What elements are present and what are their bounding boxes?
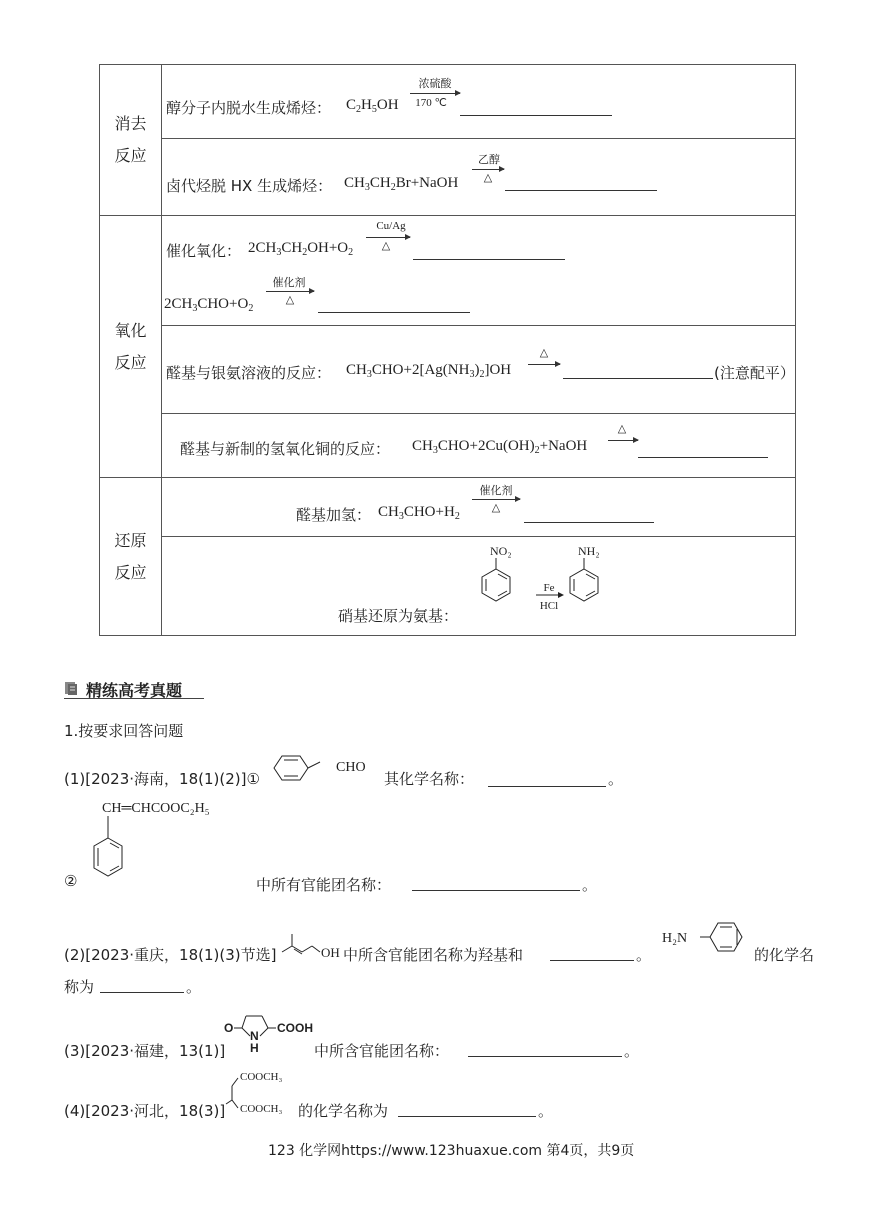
reaction-arrow xyxy=(608,440,638,441)
ester-group-bottom: COOCH₃ xyxy=(240,1103,283,1115)
amino-label: H₂N xyxy=(662,931,688,946)
q3-answer-blank[interactable] xyxy=(468,1056,622,1057)
reaction-arrow xyxy=(410,93,460,94)
formula: $2CH_3CH_2OH+O_2$ xyxy=(248,240,354,258)
nitrobenzene-structure xyxy=(482,544,512,601)
document-icon xyxy=(64,681,78,695)
prenol-structure xyxy=(280,930,344,960)
formula: $C_2H_5OH$ xyxy=(346,97,399,115)
nitro-group-label: NO₂ xyxy=(490,544,512,558)
q2-end: 。 xyxy=(636,946,652,964)
carbonyl-o-label: O xyxy=(224,1021,234,1035)
category-reduction xyxy=(100,478,162,636)
condition-above: △ xyxy=(539,347,549,359)
row-aldehyde-hydrogenation xyxy=(162,478,796,537)
aldehyde-group-label: CHO xyxy=(336,760,366,775)
category-label: 还原 反应 xyxy=(114,530,147,582)
item-label: 醇分子内脱水生成烯烃： xyxy=(166,99,332,117)
row-copper-hydroxide xyxy=(162,414,796,478)
condition-above: 催化剂 xyxy=(272,277,306,289)
q1-sub2-text: 中所有官能团名称： xyxy=(256,876,392,894)
formula: $2CH_3CHO+O_2$ xyxy=(164,296,254,314)
category-label: 消去 反应 xyxy=(114,114,147,165)
answer-blank[interactable] xyxy=(524,522,654,523)
amino-group-label: NH₂ xyxy=(578,544,600,558)
ring-h-label: H xyxy=(250,1041,259,1055)
q4-answer-blank[interactable] xyxy=(398,1116,536,1117)
aniline-structure xyxy=(660,906,750,954)
answer-blank[interactable] xyxy=(563,378,713,379)
q2-text3: 称为 xyxy=(64,978,95,996)
item-label: 硝基还原为氨基： xyxy=(338,607,459,625)
formula: $CH_3CHO+H_2$ xyxy=(378,504,460,522)
q1-prefix: (1)[2023·海南，18(1)(2)]① xyxy=(64,770,260,788)
condition-above: Fe xyxy=(543,582,555,594)
q4-prefix: (4)[2023·河北，18(3)] xyxy=(64,1102,226,1120)
q2-prefix: (2)[2023·重庆，18(1)(3)节选] xyxy=(64,946,277,964)
note: (注意配平） xyxy=(714,364,795,382)
row-catalytic-oxidation xyxy=(162,216,796,326)
q3-prefix: (3)[2023·福建，13(1)] xyxy=(64,1042,226,1060)
side-chain-label: CH═CHCOOC₂H₅ xyxy=(102,801,210,816)
item-label: 催化氧化： xyxy=(166,242,242,260)
q2-text2: 的化学名 xyxy=(754,946,815,964)
q2-end2: 。 xyxy=(186,978,202,996)
condition-above: 浓硫酸 xyxy=(418,78,452,90)
q1-text: 其化学名称： xyxy=(384,770,475,788)
benzaldehyde-structure xyxy=(270,752,380,786)
aniline-structure xyxy=(570,544,600,601)
condition-above: Cu/Ag xyxy=(376,220,406,232)
condition-above: 催化剂 xyxy=(479,485,513,497)
section-title: 精练高考真题 xyxy=(86,681,183,700)
formula: $CH_3CHO+2[Ag(NH_3)_2]OH$ xyxy=(346,362,512,380)
section-underline xyxy=(64,698,204,699)
reaction-arrow xyxy=(472,169,504,170)
dimethyl-glutarate-structure xyxy=(224,1066,298,1118)
item-label: 醛基与新制的氢氧化铜的反应： xyxy=(180,440,391,458)
category-label: 氧化 反应 xyxy=(114,320,147,372)
answer-blank[interactable] xyxy=(318,312,470,313)
q1-sub2-answer-blank[interactable] xyxy=(412,890,580,891)
reaction-arrow xyxy=(528,364,560,365)
row-nitro-reduction xyxy=(162,537,796,636)
q1-answer-blank[interactable] xyxy=(488,786,606,787)
q2-answer-blank-1[interactable] xyxy=(550,960,634,961)
condition-below: △ xyxy=(491,502,501,514)
nitrobenzene-to-aniline-diagram xyxy=(472,541,622,621)
q1-sub2-end: 。 xyxy=(582,876,598,894)
row-alcohol-dehydration xyxy=(162,65,796,139)
reaction-arrow xyxy=(266,291,314,292)
condition-above: △ xyxy=(617,423,627,435)
answer-blank[interactable] xyxy=(413,259,565,260)
item-label: 醛基与银氨溶液的反应： xyxy=(166,364,332,382)
q2-answer-blank-2[interactable] xyxy=(100,992,184,993)
reaction-table xyxy=(99,64,796,636)
q4-end: 。 xyxy=(538,1102,554,1120)
condition-below: △ xyxy=(483,172,493,184)
q3-text: 中所含官能团名称： xyxy=(314,1042,450,1060)
ethyl-cinnamate-structure xyxy=(88,798,258,888)
condition-above: 乙醇 xyxy=(478,154,500,166)
q2-text: 中所含官能团名称为羟基和 xyxy=(343,946,524,964)
reaction-arrow xyxy=(366,237,410,238)
page-footer: 123 化学网https://www.123huaxue.com 第4页，共9页 xyxy=(268,1143,635,1159)
item-label: 醛基加氢： xyxy=(296,506,372,524)
answer-blank[interactable] xyxy=(638,457,768,458)
carboxyl-label: COOH xyxy=(277,1021,313,1035)
category-oxidation xyxy=(100,216,162,478)
condition-below: 170 ℃ xyxy=(415,97,447,109)
answer-blank[interactable] xyxy=(505,190,657,191)
questions-intro: 1.按要求回答问题 xyxy=(64,722,184,740)
hydroxyl-label: OH xyxy=(321,945,340,960)
row-haloalkane-elimination xyxy=(162,139,796,216)
item-label: 卤代烃脱 HX 生成烯烃： xyxy=(166,177,333,195)
formula: $CH_3CH_2Br+NaOH$ xyxy=(344,175,459,193)
q3-end: 。 xyxy=(624,1042,640,1060)
ring-n-label: N xyxy=(250,1029,259,1043)
category-elimination xyxy=(100,65,162,216)
condition-below: △ xyxy=(285,294,295,306)
condition-below: △ xyxy=(381,240,391,252)
condition-below: HCl xyxy=(539,600,559,612)
answer-blank[interactable] xyxy=(460,115,612,116)
reaction-arrow xyxy=(472,499,520,500)
ester-group-top: COOCH₃ xyxy=(240,1071,283,1083)
row-silver-mirror xyxy=(162,326,796,414)
q4-text: 的化学名称为 xyxy=(298,1102,389,1120)
q1-sub2-prefix: ② xyxy=(64,872,78,890)
pyroglutamic-acid-structure xyxy=(224,1010,320,1056)
formula: $CH_3CHO+2Cu(OH)_2+NaOH$ xyxy=(412,438,588,456)
q1-end: 。 xyxy=(608,770,624,788)
